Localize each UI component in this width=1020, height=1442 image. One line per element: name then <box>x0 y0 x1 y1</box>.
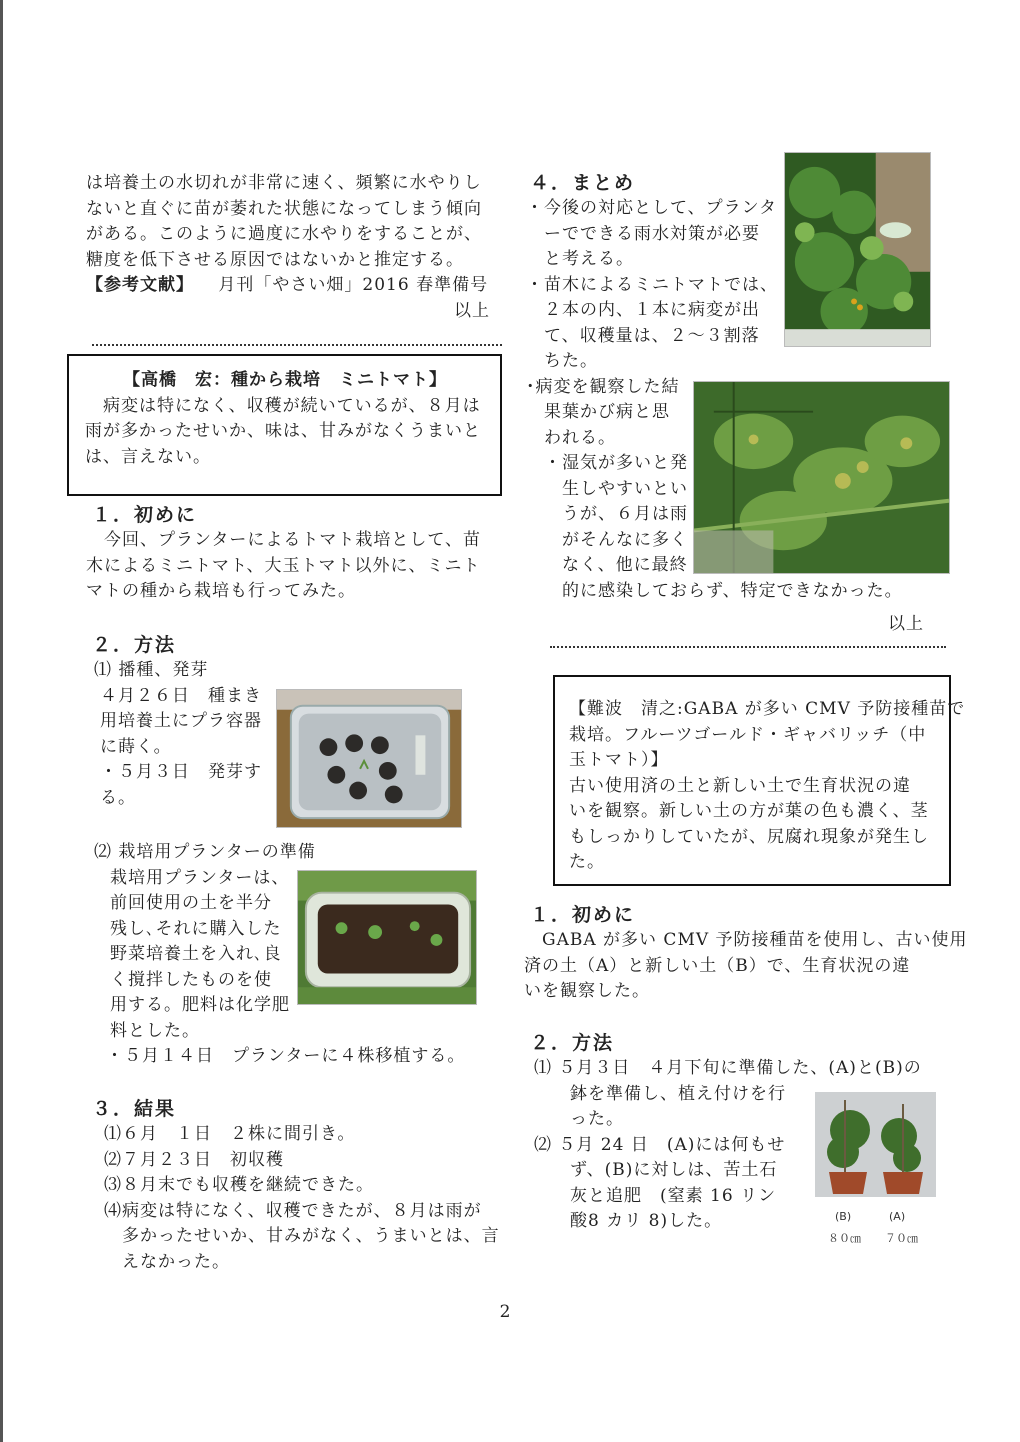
text-line: われる。 <box>526 427 616 448</box>
left-section-1 <box>86 502 506 605</box>
text-line: 野菜培養土を入れ､良 <box>110 944 282 964</box>
text-line: は培養土の水切れが非常に速く、頻繁に水やりし <box>86 173 482 193</box>
text-line: ・５月３日 発芽す <box>100 762 262 782</box>
text-line: がある。このように過度に水やりをすることが、 <box>86 224 482 244</box>
text-line: 栽培用プランターは、 <box>110 867 290 888</box>
text-line: 酸8 カリ 8)した。 <box>534 1211 723 1231</box>
text-line: 今回、プランターによるトマト栽培として、苗 <box>86 530 481 550</box>
text-line: 果葉かび病と思 <box>526 402 670 422</box>
planter-photo <box>297 870 477 1005</box>
photo-size-b: ８０㎝ <box>828 1232 861 1245</box>
text-line: ・５月１４日 プランターに４株移植する。 <box>106 1046 466 1066</box>
box-line: 古い使用済の土と新しい土で生育状況の違 <box>569 775 911 796</box>
text-line: ⑵ ５月 24 日 (A)には何もせ <box>534 1134 786 1155</box>
seed-tray-photo <box>276 689 462 828</box>
tomato-garden-photo <box>784 152 931 347</box>
text-line: ⑶８月末でも収穫を継続できた。 <box>104 1175 374 1195</box>
text-line: に蒔く。 <box>100 736 172 757</box>
text-line: 木によるミニトマト、大玉トマト以外に、ミニト <box>86 555 481 576</box>
section-heading: ４．まとめ <box>530 172 636 194</box>
text-line: ず、(B)に対しは、苦土石 <box>534 1160 778 1180</box>
text-line: うが、６月は雨 <box>526 504 688 524</box>
text-line: った。 <box>534 1109 624 1129</box>
section-heading: ３．結果 <box>92 1098 177 1120</box>
potted-tomatoes-photo <box>815 1092 936 1197</box>
left-intro <box>86 171 506 324</box>
end-mark: 以上 <box>888 614 924 634</box>
right-section-1 <box>524 902 968 1005</box>
text-line: 多かったせいか、甘みがなく、うまいとは、言 <box>104 1226 500 1246</box>
text-line: 糖度を低下させる原因ではないかと推定する。 <box>86 249 464 270</box>
box-line: 病変は特になく、収穫が続いているが、８月は <box>85 395 481 416</box>
text-line: 前回使用の土を半分 <box>110 893 272 913</box>
text-line: と考える。 <box>526 249 634 269</box>
photo-label-b: (B) <box>835 1210 852 1223</box>
text-line: く撹拌したものを使 <box>110 969 272 990</box>
text-line: 残し､それに購入した <box>110 918 282 939</box>
text-line: 済の土（A）と新しい土（B）で、生育状況の違 <box>524 955 911 976</box>
text-line: 用する。肥料は化学肥 <box>110 995 290 1015</box>
text-line: いを観察した。 <box>524 981 650 1001</box>
divider <box>92 344 502 346</box>
text-line: ⑴６月 １日 ２株に間引き。 <box>104 1124 356 1144</box>
text-line: 料とした。 <box>110 1020 200 1041</box>
text-line: る。 <box>100 787 136 808</box>
reference-line <box>86 273 506 299</box>
text-line: ･病変を観察した結 <box>526 376 680 397</box>
end-mark: 以上 <box>454 300 490 321</box>
box-line: は、言えない。 <box>85 446 211 467</box>
text-line: 用培養土にプラ容器 <box>100 711 262 731</box>
text-line: がそんなに多く <box>526 529 688 550</box>
text-line: 的に感染しておらず、特定できなかった。 <box>526 580 903 601</box>
box-line: 【難波 清之:GABA が多い CMV 予防接種苗で <box>569 699 966 719</box>
box-line: た。 <box>569 852 605 872</box>
text-line: えなかった。 <box>104 1251 230 1272</box>
text-line: 生しやすいとい <box>526 478 688 499</box>
section-heading: １．初めに <box>92 504 198 526</box>
page-edge <box>0 0 3 1442</box>
diseased-leaf-photo <box>693 381 950 574</box>
photo-size-a: ７０㎝ <box>885 1232 918 1245</box>
section-heading: ２．方法 <box>530 1032 615 1054</box>
summary-box-namba <box>553 675 966 886</box>
text-line: ・今後の対応として、プランタ <box>526 198 777 218</box>
section-heading: １．初めに <box>530 904 636 926</box>
text-line: ４月２６日 種まき <box>100 685 262 706</box>
text-line: ・苗木によるミニトマトでは、 <box>526 274 778 295</box>
text-line: ・湿気が多いと発 <box>526 453 688 473</box>
box-line: 雨が多かったせいか、味は、甘みがなくうまいと <box>85 421 481 441</box>
reference-text: 月刊「やさい畑」2016 春準備号 <box>218 275 489 295</box>
sub-heading: ⑵ 栽培用プランターの準備 <box>94 842 316 862</box>
text-line: 灰と追肥 (窒素 16 リン <box>534 1185 777 1206</box>
text-line: ないと直ぐに苗が萎れた状態になってしまう傾向 <box>86 198 482 219</box>
text-line: マトの種から栽培も行ってみた。 <box>86 581 356 601</box>
text-line: なく、他に最終 <box>526 555 688 575</box>
photo-label-a: (A) <box>889 1210 906 1223</box>
text-line: 鉢を準備し、植え付けを行 <box>534 1083 786 1104</box>
section-heading: ２．方法 <box>92 634 177 656</box>
divider <box>550 646 946 648</box>
text-line: ⑷病変は特になく、収穫できたが、８月は雨が <box>104 1200 482 1221</box>
box-title: 【高橋 宏：種から栽培 ミニトマト】 <box>123 370 447 390</box>
left-section-3 <box>86 1096 506 1275</box>
text-line: て、収穫量は、２～３割落 <box>526 325 760 346</box>
box-line: 玉トマト）】 <box>569 750 669 770</box>
summary-box-takahashi <box>67 354 502 496</box>
box-line: 栽培。フルーツゴールド・ギャバリッチ（中 <box>569 724 927 745</box>
box-line: もしっかりしていたが、尻腐れ現象が発生し <box>569 826 929 847</box>
text-line: ⑵７月２３日 初収穫 <box>104 1149 284 1170</box>
text-line: ⑴ ５月３日 ４月下旬に準備した、(A)と(B)の <box>534 1058 922 1078</box>
reference-label: 【参考文献】 <box>86 275 194 295</box>
text-line: ちた。 <box>526 351 598 371</box>
box-line: いを観察。新しい土の方が葉の色も濃く、茎 <box>569 801 929 821</box>
text-line: ーでできる雨水対策が必要 <box>526 223 760 244</box>
sub-heading: ⑴ 播種、発芽 <box>94 660 209 680</box>
text-line: ２本の内、１本に病変が出 <box>526 300 760 320</box>
page-number: 2 <box>499 1302 511 1322</box>
text-line: GABA が多い CMV 予防接種苗を使用し、古い使用 <box>524 930 968 950</box>
